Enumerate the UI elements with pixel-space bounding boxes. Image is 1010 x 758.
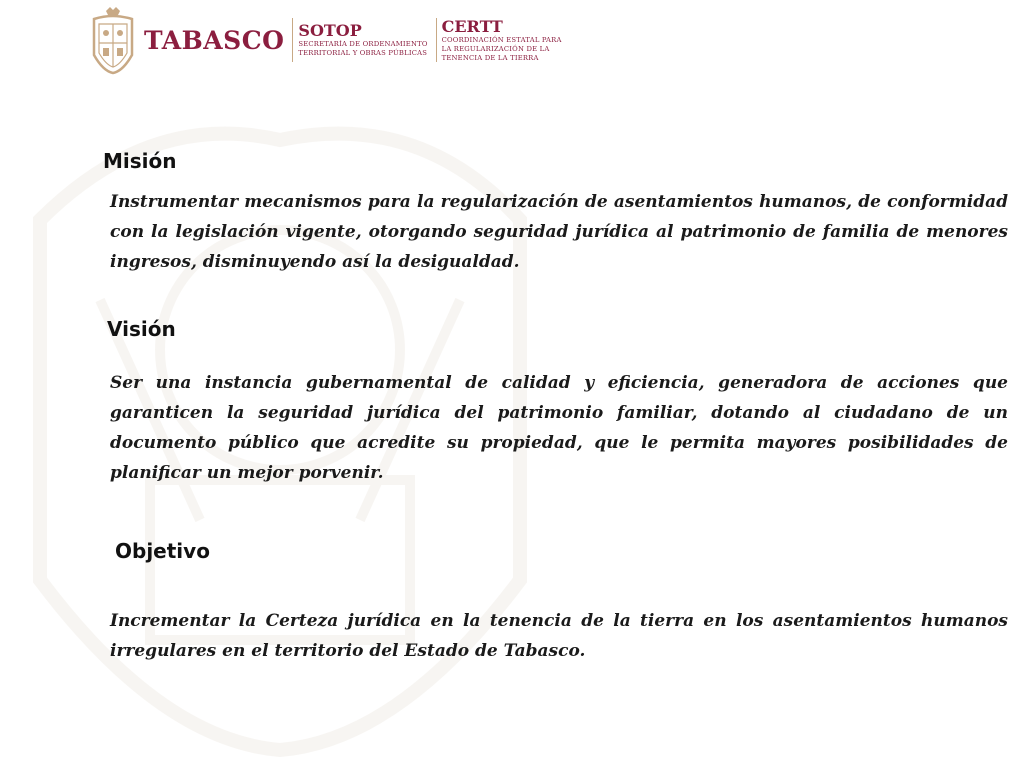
sotop-line2: TERRITORIAL Y OBRAS PÚBLICAS (298, 49, 428, 57)
mision-heading: Misión (103, 149, 177, 173)
header (90, 4, 570, 76)
header-divider (436, 18, 437, 62)
certt-logo (442, 18, 562, 63)
certt-title: CERTT (441, 16, 503, 36)
sotop-title: SOTOP (298, 21, 362, 40)
sotop-line1: SECRETARÍA DE ORDENAMIENTO (298, 40, 428, 48)
certt-line1: COORDINACIÓN ESTATAL PARA (441, 35, 562, 44)
vision-heading: Visión (107, 317, 176, 341)
mision-text: Instrumentar mecanismos para la regularización de asentamientos humanos, de conformidad con la legislación vigente, otorgando seguridad jurídica al patrimonio de familia de menores ingresos, disminuyendo así la desigualdad. (110, 192, 1008, 272)
brand-title: TABASCO (144, 25, 285, 55)
vision-text: Ser una instancia gubernamental de calidad y eficiencia, generadora de acciones que garanticen la seguridad jurídica del patrimonio familiar, dotando al ciudadano de un documento público que acredite su propiedad, que le permita mayores posibilidades de planificar un mejor porvenir. (110, 373, 1008, 483)
objetivo-heading: Objetivo (115, 539, 210, 563)
objetivo-text: Incrementar la Certeza jurídica en la tenencia de la tierra en los asentamientos humanos irregulares en el territorio del Estado de Tabasco. (110, 611, 1008, 661)
certt-line3: TENENCIA DE LA TIERRA (441, 53, 539, 62)
sotop-logo (298, 22, 427, 58)
tabasco-crest-icon (90, 5, 136, 75)
header-divider (292, 18, 293, 62)
certt-line2: LA REGULARIZACIÓN DE LA (441, 44, 550, 53)
